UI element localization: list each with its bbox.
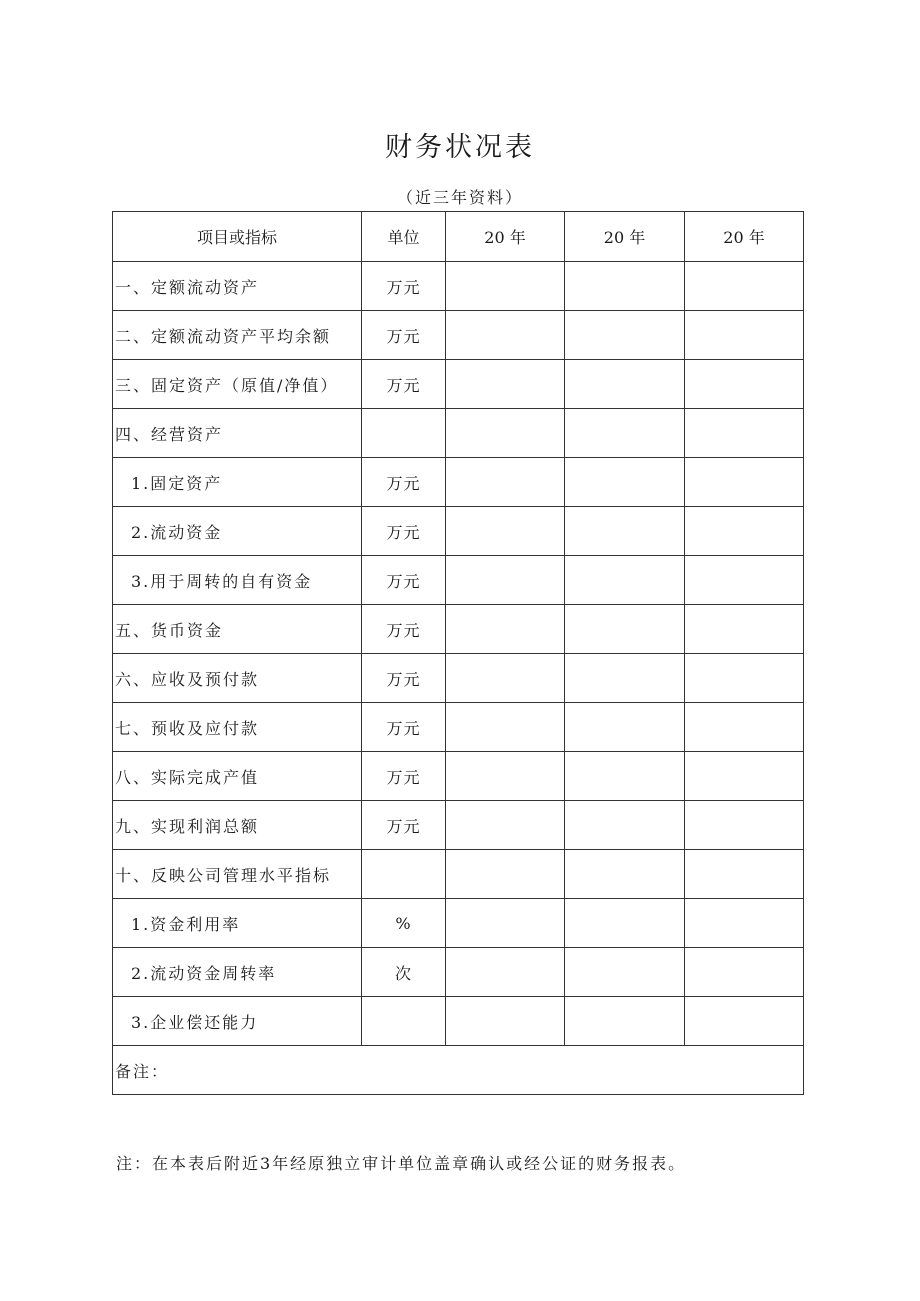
table-row	[113, 556, 804, 605]
row-unit: 次	[362, 948, 446, 997]
row-unit: %	[362, 899, 446, 948]
value-cell-year-3	[685, 605, 804, 654]
value-cell-year-1	[446, 752, 565, 801]
row-item-label: 二、定额流动资产平均余额	[113, 311, 362, 360]
table-row	[113, 654, 804, 703]
row-item-label: 一、定额流动资产	[113, 262, 362, 311]
row-unit	[362, 850, 446, 899]
value-cell-year-3	[685, 948, 804, 997]
value-cell-year-1	[446, 654, 565, 703]
header-year-3: 20 年	[685, 212, 804, 262]
remark-label: 备注：	[113, 1046, 804, 1095]
row-item-label: 六、应收及预付款	[113, 654, 362, 703]
value-cell-year-1	[446, 507, 565, 556]
row-item-label: 五、货币资金	[113, 605, 362, 654]
table-row	[113, 899, 804, 948]
row-item-label: 3.企业偿还能力	[113, 997, 362, 1046]
value-cell-year-2	[565, 556, 685, 605]
row-unit	[362, 997, 446, 1046]
row-item-label: 三、固定资产（原值/净值）	[113, 360, 362, 409]
header-year-1: 20 年	[446, 212, 565, 262]
value-cell-year-1	[446, 801, 565, 850]
value-cell-year-3	[685, 458, 804, 507]
table-row	[113, 360, 804, 409]
value-cell-year-2	[565, 899, 685, 948]
value-cell-year-1	[446, 605, 565, 654]
value-cell-year-1	[446, 556, 565, 605]
value-cell-year-1	[446, 850, 565, 899]
value-cell-year-2	[565, 801, 685, 850]
row-item-label: 1.资金利用率	[113, 899, 362, 948]
table-row	[113, 409, 804, 458]
value-cell-year-2	[565, 409, 685, 458]
row-item-label: 八、实际完成产值	[113, 752, 362, 801]
value-cell-year-2	[565, 654, 685, 703]
table-row	[113, 458, 804, 507]
value-cell-year-1	[446, 311, 565, 360]
table-row	[113, 801, 804, 850]
value-cell-year-3	[685, 899, 804, 948]
row-unit: 万元	[362, 801, 446, 850]
value-cell-year-3	[685, 801, 804, 850]
row-unit: 万元	[362, 262, 446, 311]
row-item-label: 七、预收及应付款	[113, 703, 362, 752]
row-item-label: 1.固定资产	[113, 458, 362, 507]
table-row	[113, 850, 804, 899]
table-row	[113, 262, 804, 311]
row-unit: 万元	[362, 752, 446, 801]
row-item-label: 十、反映公司管理水平指标	[113, 850, 362, 899]
value-cell-year-2	[565, 605, 685, 654]
value-cell-year-3	[685, 409, 804, 458]
page-title: 财务状况表	[385, 132, 535, 163]
value-cell-year-3	[685, 262, 804, 311]
page-subtitle: （近三年资料）	[396, 188, 523, 207]
row-item-label: 四、经营资产	[113, 409, 362, 458]
value-cell-year-3	[685, 556, 804, 605]
row-unit: 万元	[362, 458, 446, 507]
value-cell-year-3	[685, 752, 804, 801]
value-cell-year-2	[565, 948, 685, 997]
value-cell-year-1	[446, 997, 565, 1046]
value-cell-year-1	[446, 409, 565, 458]
value-cell-year-1	[446, 360, 565, 409]
footnote: 注：在本表后附近3年经原独立审计单位盖章确认或经公证的财务报表。	[116, 1154, 687, 1173]
row-unit: 万元	[362, 703, 446, 752]
value-cell-year-2	[565, 703, 685, 752]
table-header-row	[113, 212, 804, 262]
table-row	[113, 605, 804, 654]
header-item: 项目或指标	[113, 212, 362, 262]
value-cell-year-3	[685, 703, 804, 752]
row-unit: 万元	[362, 556, 446, 605]
value-cell-year-3	[685, 654, 804, 703]
value-cell-year-2	[565, 850, 685, 899]
value-cell-year-3	[685, 997, 804, 1046]
value-cell-year-1	[446, 948, 565, 997]
table-row	[113, 997, 804, 1046]
value-cell-year-1	[446, 899, 565, 948]
value-cell-year-2	[565, 507, 685, 556]
row-item-label: 3.用于周转的自有资金	[113, 556, 362, 605]
value-cell-year-3	[685, 850, 804, 899]
value-cell-year-1	[446, 458, 565, 507]
table-row	[113, 507, 804, 556]
value-cell-year-2	[565, 311, 685, 360]
value-cell-year-2	[565, 997, 685, 1046]
header-unit: 单位	[362, 212, 446, 262]
value-cell-year-1	[446, 262, 565, 311]
table-row	[113, 311, 804, 360]
remark-row	[113, 1046, 804, 1095]
value-cell-year-3	[685, 360, 804, 409]
table-row	[113, 752, 804, 801]
table-row	[113, 948, 804, 997]
row-item-label: 九、实现利润总额	[113, 801, 362, 850]
row-unit: 万元	[362, 311, 446, 360]
value-cell-year-2	[565, 360, 685, 409]
row-item-label: 2.流动资金	[113, 507, 362, 556]
row-unit: 万元	[362, 654, 446, 703]
row-unit: 万元	[362, 360, 446, 409]
header-year-2: 20 年	[565, 212, 685, 262]
row-unit	[362, 409, 446, 458]
value-cell-year-3	[685, 311, 804, 360]
value-cell-year-3	[685, 507, 804, 556]
financial-status-table	[112, 211, 804, 1095]
value-cell-year-2	[565, 458, 685, 507]
row-unit: 万元	[362, 507, 446, 556]
value-cell-year-1	[446, 703, 565, 752]
value-cell-year-2	[565, 752, 685, 801]
table-row	[113, 703, 804, 752]
value-cell-year-2	[565, 262, 685, 311]
row-unit: 万元	[362, 605, 446, 654]
row-item-label: 2.流动资金周转率	[113, 948, 362, 997]
